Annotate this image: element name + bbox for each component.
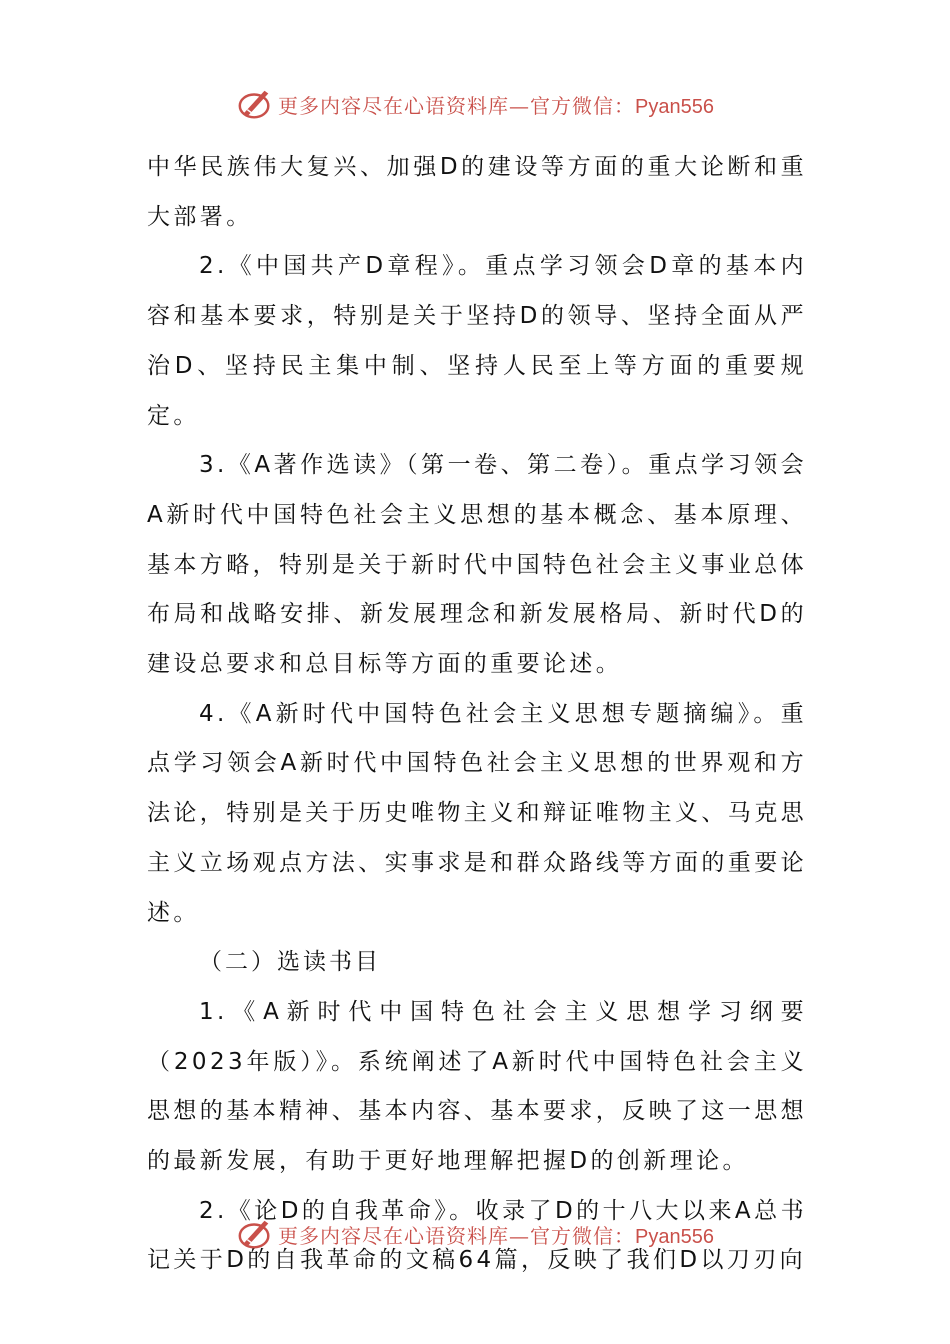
document-body bbox=[147, 143, 807, 1286]
quill-logo-icon bbox=[236, 1215, 274, 1253]
watermark-footer bbox=[0, 1214, 950, 1254]
watermark-account: Pyan556 bbox=[635, 95, 714, 118]
paragraph-topic-excerpts: 4.《A新时代中国特色社会主义思想专题摘编》。重点学习领会A新时代中国特色社会主义思想的世界观和方法论，特别是关于历史唯物主义和辩证唯物主义、马克思主义立场观点方法、实事求是和群众路线等方面的重要论述。 bbox=[147, 700, 807, 926]
section-heading-optional-reading: （二）选读书目 bbox=[199, 949, 381, 976]
watermark-text: 更多内容尽在心语资料库—官方微信： bbox=[278, 1223, 636, 1248]
watermark-header bbox=[0, 84, 950, 124]
paragraph-party-constitution: 2.《中国共产D章程》。重点学习领会D章的基本内容和基本要求，特别是关于坚持D的领导、坚持全面从严治D、坚持民主集中制、坚持人民至上等方面的重要规定。 bbox=[147, 253, 807, 429]
watermark-text: 更多内容尽在心语资料库—官方微信： bbox=[278, 93, 636, 118]
paragraph-continuation: 中华民族伟大复兴、加强D的建设等方面的重大论断和重大部署。 bbox=[147, 154, 807, 230]
watermark-account: Pyan556 bbox=[635, 1225, 714, 1248]
quill-logo-icon bbox=[236, 85, 274, 123]
paragraph-study-outline: 1.《A新时代中国特色社会主义思想学习纲要（2023年版）》。系统阐述了A新时代中国特色社会主义思想的基本精神、基本内容、基本要求，反映了这一思想的最新发展，有助于更好地理解把握D的创新理论。 bbox=[147, 998, 807, 1175]
paragraph-self-revolution: 2.《论D的自我革命》。收录了D的十八大以来A总书记关于D的自我革命的文稿64篇，反映了我们D以刀刃向 bbox=[147, 1197, 807, 1274]
paragraph-selected-works: 3.《A著作选读》（第一卷、第二卷）。重点学习领会A新时代中国特色社会主义思想的基本概念、基本原理、基本方略，特别是关于新时代中国特色社会主义事业总体布局和战略安排、新发展理念和新发展格局、新时代D的建设总要求和总目标等方面的重要论述。 bbox=[147, 452, 807, 678]
